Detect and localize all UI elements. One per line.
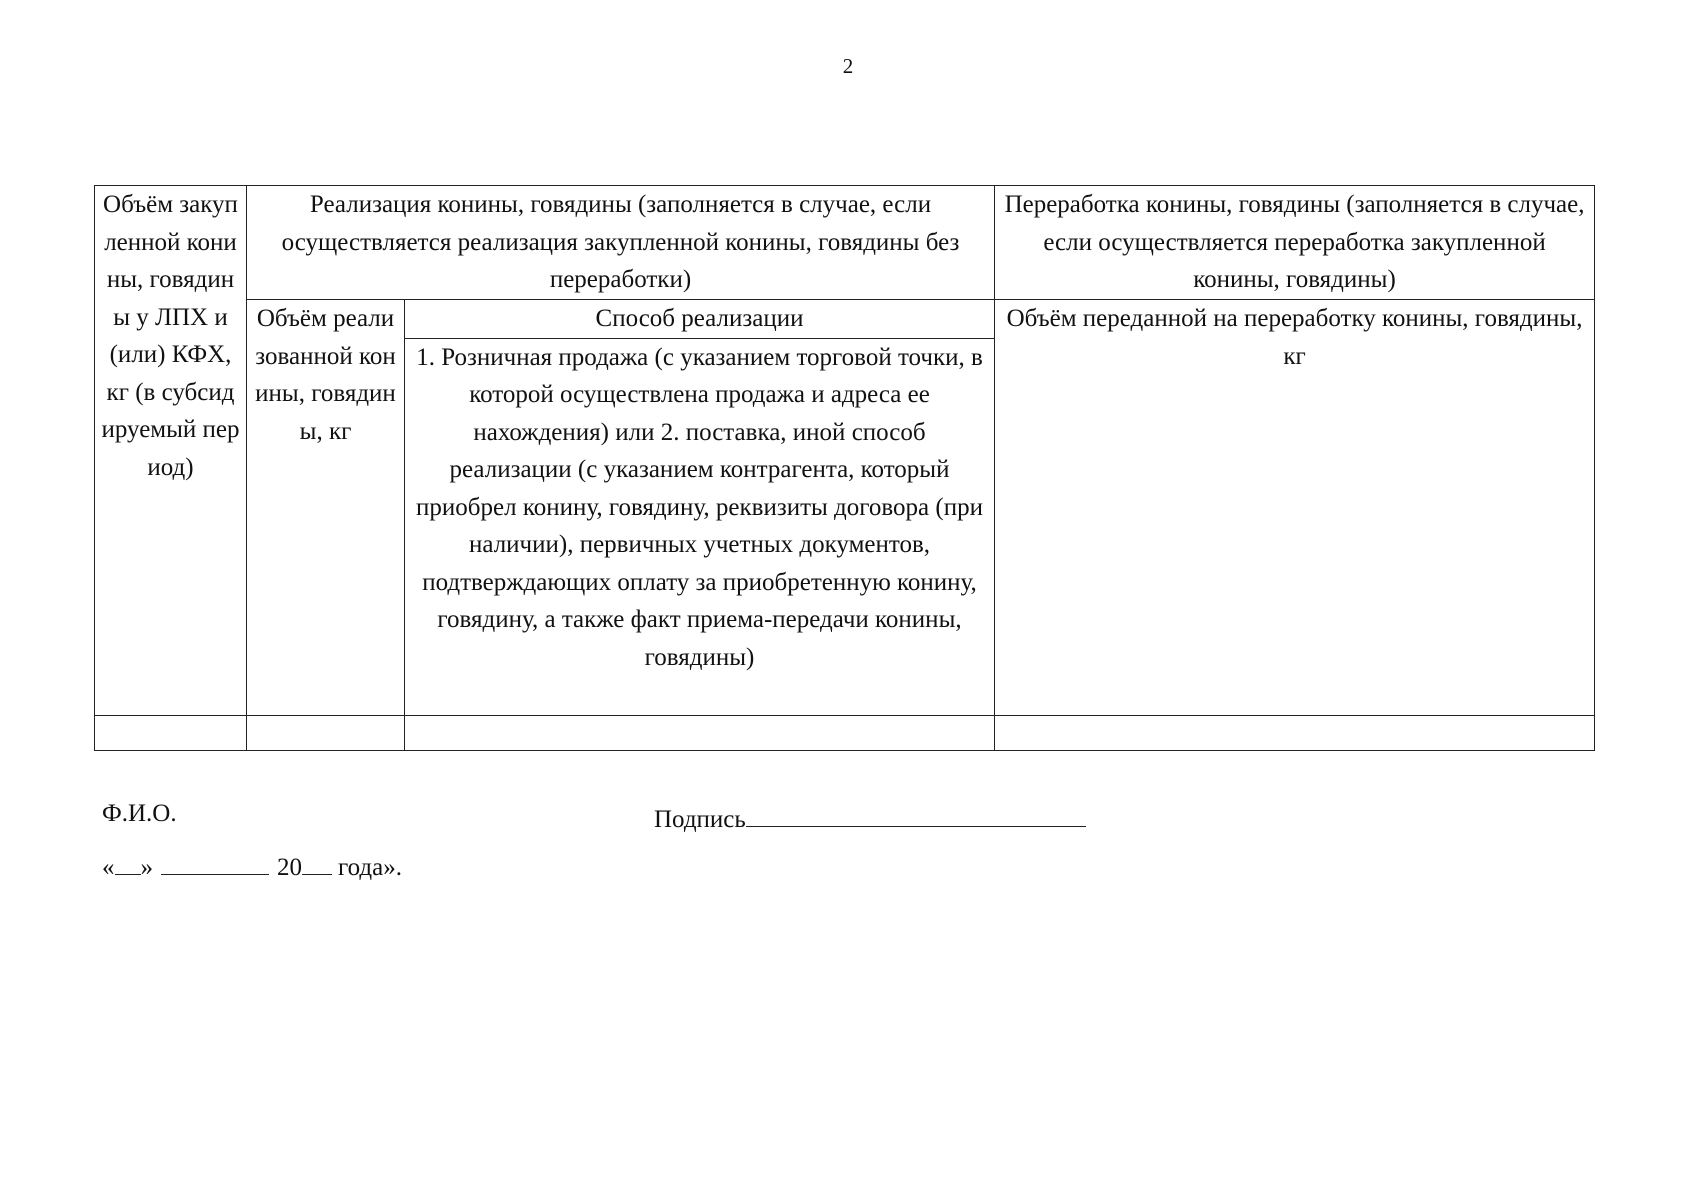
date-day-blank[interactable] — [115, 852, 141, 875]
purchased-volume-header: Объём закупленной конины, говядины у ЛПХ и (или) КФХ, кг (в субсидируемый период) — [95, 186, 247, 716]
sale-method-description: 1. Розничная продажа (с указанием торговой точки, в которой осуществлена продажа и адреса ее нахождения) или 2. поставка, иной способ реализации (с указанием контрагента, который приобрел конину, говядину, реквизиты договора (при наличии), первичных учетных документов, подтверждающих оплату за приобретенную конину, говядину, а также факт приема-передачи конины, говядины) — [405, 338, 995, 715]
date-suffix: года». — [338, 854, 402, 881]
signature-label: Подпись — [654, 806, 746, 833]
sale-group-header: Реализация конины, говядины (заполняется в случае, если осуществляется реализация закупленной конины, говядины без переработки) — [247, 186, 995, 300]
page-number: 2 — [842, 54, 854, 78]
date-year-blank[interactable] — [302, 852, 332, 875]
sale-method-header: Способ реализации — [405, 300, 995, 339]
table-row — [95, 715, 1595, 750]
empty-cell[interactable] — [95, 715, 247, 750]
date-year-prefix: 20 — [277, 854, 302, 881]
sold-volume-header: Объём реализованной конины, говядины, кг — [247, 300, 405, 716]
empty-cell[interactable] — [995, 715, 1595, 750]
date-open-quote: « — [102, 854, 115, 881]
signature-blank[interactable] — [746, 800, 1086, 827]
empty-cell[interactable] — [405, 715, 995, 750]
date-line — [102, 852, 402, 882]
date-month-blank[interactable] — [161, 852, 269, 875]
processing-group-header: Переработка конины, говядины (заполняется в случае, если осуществляется переработка закупленной конины, говядины) — [995, 186, 1595, 300]
date-close-quote: » — [140, 854, 153, 881]
report-table — [94, 185, 1595, 751]
signature-line — [654, 800, 1086, 834]
empty-cell[interactable] — [247, 715, 405, 750]
processed-volume-header: Объём переданной на переработку конины, говядины, кг — [995, 300, 1595, 716]
fio-label: Ф.И.О. — [102, 800, 177, 827]
